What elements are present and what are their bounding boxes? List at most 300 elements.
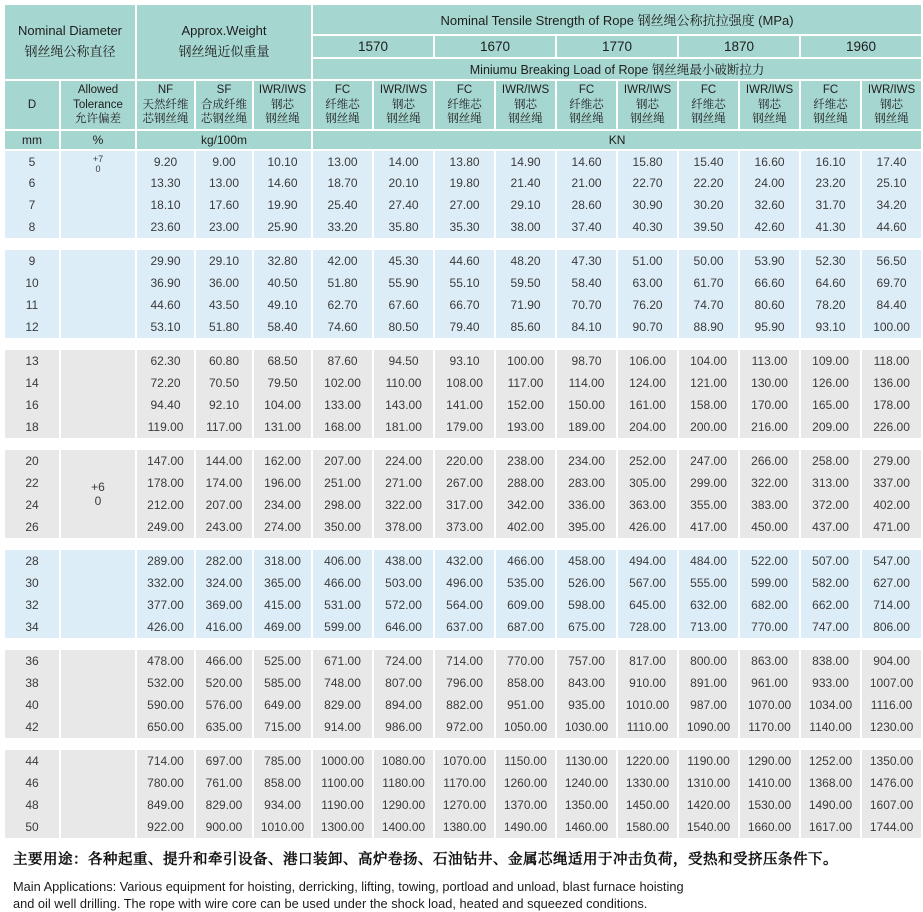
cell-breaking-load: 27.40	[373, 194, 434, 216]
cell-breaking-load: 63.00	[617, 272, 678, 294]
cell-breaking-load: 61.70	[678, 272, 739, 294]
cell-tolerance	[60, 550, 136, 638]
cell-breaking-load: 402.00	[495, 516, 556, 538]
unit-percent: %	[60, 130, 136, 150]
cell-breaking-load: 204.00	[617, 416, 678, 438]
strength-grade-1570: 1570	[312, 35, 434, 59]
cell-breaking-load: 1000.00	[312, 750, 373, 772]
cell-breaking-load: 109.00	[800, 350, 861, 372]
strength-grade-1960: 1960	[800, 35, 922, 59]
cell-breaking-load: 365.00	[253, 572, 312, 594]
cell-breaking-load: 609.00	[495, 594, 556, 616]
cell-breaking-load: 72.20	[136, 372, 195, 394]
cell-breaking-load: 415.00	[253, 594, 312, 616]
cell-breaking-load: 64.60	[800, 272, 861, 294]
cell-breaking-load: 49.10	[253, 294, 312, 316]
cell-breaking-load: 69.70	[861, 272, 922, 294]
cell-breaking-load: 426.00	[617, 516, 678, 538]
cell-breaking-load: 283.00	[556, 472, 617, 494]
cell-breaking-load: 141.00	[434, 394, 495, 416]
cell-breaking-load: 243.00	[195, 516, 253, 538]
cell-diameter: 32	[4, 594, 60, 616]
cell-breaking-load: 1230.00	[861, 716, 922, 738]
cell-breaking-load: 1744.00	[861, 816, 922, 838]
header-nominal-diameter-en: Nominal Diameter	[17, 23, 123, 39]
cell-breaking-load: 650.00	[136, 716, 195, 738]
cell-breaking-load: 9.00	[195, 150, 253, 172]
cell-breaking-load: 68.50	[253, 350, 312, 372]
cell-breaking-load: 564.00	[434, 594, 495, 616]
cell-breaking-load: 402.00	[861, 494, 922, 516]
cell-breaking-load: 110.00	[373, 372, 434, 394]
cell-breaking-load: 714.00	[136, 750, 195, 772]
cell-diameter: 36	[4, 650, 60, 672]
cell-breaking-load: 675.00	[556, 616, 617, 638]
cell-breaking-load: 590.00	[136, 694, 195, 716]
cell-tolerance	[60, 750, 136, 838]
cell-breaking-load: 87.60	[312, 350, 373, 372]
cell-breaking-load: 1100.00	[312, 772, 373, 794]
table-row-d48	[4, 794, 922, 816]
cell-breaking-load: 21.40	[495, 172, 556, 194]
cell-breaking-load: 369.00	[195, 594, 253, 616]
table-row-d22	[4, 472, 922, 494]
cell-breaking-load: 267.00	[434, 472, 495, 494]
table-row-d44	[4, 750, 922, 772]
cell-breaking-load: 484.00	[678, 550, 739, 572]
cell-breaking-load: 322.00	[373, 494, 434, 516]
cell-diameter: 42	[4, 716, 60, 738]
cell-breaking-load: 697.00	[195, 750, 253, 772]
cell-breaking-load: 961.00	[739, 672, 800, 694]
cell-breaking-load: 904.00	[861, 650, 922, 672]
cell-breaking-load: 60.80	[195, 350, 253, 372]
cell-diameter: 48	[4, 794, 60, 816]
cell-breaking-load: 806.00	[861, 616, 922, 638]
cell-breaking-load: 274.00	[253, 516, 312, 538]
cell-breaking-load: 714.00	[434, 650, 495, 672]
cell-breaking-load: 35.30	[434, 216, 495, 238]
cell-breaking-load: 27.00	[434, 194, 495, 216]
group-separator	[4, 538, 922, 550]
cell-breaking-load: 298.00	[312, 494, 373, 516]
group-separator	[4, 338, 922, 350]
cell-breaking-load: 900.00	[195, 816, 253, 838]
cell-breaking-load: 1490.00	[495, 816, 556, 838]
header-nf-line2: 天然纤维	[142, 98, 189, 111]
cell-breaking-load: 406.00	[312, 550, 373, 572]
cell-breaking-load: 271.00	[373, 472, 434, 494]
cell-breaking-load: 910.00	[617, 672, 678, 694]
header-sf-core	[195, 80, 253, 130]
cell-breaking-load: 94.50	[373, 350, 434, 372]
cell-breaking-load: 113.00	[739, 350, 800, 372]
header-tolerance	[60, 80, 136, 130]
cell-breaking-load: 1110.00	[617, 716, 678, 738]
cell-diameter: 20	[4, 450, 60, 472]
cell-diameter: 38	[4, 672, 60, 694]
cell-breaking-load: 935.00	[556, 694, 617, 716]
cell-breaking-load: 1290.00	[739, 750, 800, 772]
cell-breaking-load: 23.00	[195, 216, 253, 238]
cell-breaking-load: 986.00	[373, 716, 434, 738]
cell-breaking-load: 322.00	[739, 472, 800, 494]
cell-breaking-load: 894.00	[373, 694, 434, 716]
cell-breaking-load: 76.20	[617, 294, 678, 316]
cell-breaking-load: 98.70	[556, 350, 617, 372]
cell-breaking-load: 761.00	[195, 772, 253, 794]
table-row-d26	[4, 516, 922, 538]
cell-breaking-load: 71.90	[495, 294, 556, 316]
header-nf-line1: NF	[157, 83, 174, 96]
cell-breaking-load: 332.00	[136, 572, 195, 594]
cell-breaking-load: 599.00	[312, 616, 373, 638]
cell-breaking-load: 30.20	[678, 194, 739, 216]
cell-breaking-load: 849.00	[136, 794, 195, 816]
cell-breaking-load: 987.00	[678, 694, 739, 716]
cell-breaking-load: 1170.00	[434, 772, 495, 794]
cell-breaking-load: 1116.00	[861, 694, 922, 716]
cell-breaking-load: 1330.00	[617, 772, 678, 794]
cell-breaking-load: 1540.00	[678, 816, 739, 838]
cell-breaking-load: 1010.00	[617, 694, 678, 716]
cell-breaking-load: 785.00	[253, 750, 312, 772]
cell-breaking-load: 503.00	[373, 572, 434, 594]
cell-diameter: 16	[4, 394, 60, 416]
cell-breaking-load: 238.00	[495, 450, 556, 472]
cell-breaking-load: 174.00	[195, 472, 253, 494]
header-fc-core: FC 纤维芯 钢丝绳	[678, 80, 739, 130]
cell-breaking-load: 51.80	[312, 272, 373, 294]
cell-breaking-load: 42.00	[312, 250, 373, 272]
cell-diameter: 46	[4, 772, 60, 794]
cell-breaking-load: 715.00	[253, 716, 312, 738]
cell-breaking-load: 102.00	[312, 372, 373, 394]
cell-breaking-load: 299.00	[678, 472, 739, 494]
cell-breaking-load: 748.00	[312, 672, 373, 694]
cell-breaking-load: 247.00	[678, 450, 739, 472]
cell-breaking-load: 15.80	[617, 150, 678, 172]
cell-breaking-load: 438.00	[373, 550, 434, 572]
cell-breaking-load: 212.00	[136, 494, 195, 516]
cell-breaking-load: 40.50	[253, 272, 312, 294]
cell-breaking-load: 181.00	[373, 416, 434, 438]
cell-breaking-load: 671.00	[312, 650, 373, 672]
cell-breaking-load: 31.70	[800, 194, 861, 216]
cell-breaking-load: 104.00	[253, 394, 312, 416]
cell-breaking-load: 662.00	[800, 594, 861, 616]
cell-breaking-load: 62.30	[136, 350, 195, 372]
cell-breaking-load: 32.60	[739, 194, 800, 216]
cell-breaking-load: 372.00	[800, 494, 861, 516]
cell-breaking-load: 44.60	[136, 294, 195, 316]
cell-breaking-load: 220.00	[434, 450, 495, 472]
cell-breaking-load: 70.70	[556, 294, 617, 316]
header-breaking-load: Miniumu Breaking Load of Rope 钢丝绳最小破断拉力	[312, 58, 922, 80]
cell-breaking-load: 66.60	[739, 272, 800, 294]
cell-breaking-load: 19.90	[253, 194, 312, 216]
cell-breaking-load: 1190.00	[678, 750, 739, 772]
tolerance-value: +6 0	[91, 479, 105, 508]
cell-breaking-load: 933.00	[800, 672, 861, 694]
cell-breaking-load: 216.00	[739, 416, 800, 438]
cell-breaking-load: 728.00	[617, 616, 678, 638]
cell-breaking-load: 555.00	[678, 572, 739, 594]
cell-breaking-load: 266.00	[739, 450, 800, 472]
main-applications-en-line1: Main Applications: Various equipment for hoisting, derricking, lifting, towing, portload and unload, blast furnace hoisting	[13, 879, 684, 894]
cell-breaking-load: 67.60	[373, 294, 434, 316]
cell-breaking-load: 22.70	[617, 172, 678, 194]
cell-breaking-load: 972.00	[434, 716, 495, 738]
cell-breaking-load: 567.00	[617, 572, 678, 594]
cell-breaking-load: 119.00	[136, 416, 195, 438]
table-row-d30	[4, 572, 922, 594]
cell-breaking-load: 1350.00	[556, 794, 617, 816]
cell-diameter: 44	[4, 750, 60, 772]
cell-breaking-load: 526.00	[556, 572, 617, 594]
cell-breaking-load: 829.00	[195, 794, 253, 816]
cell-breaking-load: 1252.00	[800, 750, 861, 772]
cell-breaking-load: 19.80	[434, 172, 495, 194]
cell-breaking-load: 288.00	[495, 472, 556, 494]
table-row-d20	[4, 450, 922, 472]
cell-diameter: 8	[4, 216, 60, 238]
table-row-d18	[4, 416, 922, 438]
cell-breaking-load: 85.60	[495, 316, 556, 338]
cell-breaking-load: 121.00	[678, 372, 739, 394]
cell-breaking-load: 25.90	[253, 216, 312, 238]
table-row-d8	[4, 216, 922, 238]
group-separator	[4, 238, 922, 250]
cell-breaking-load: 88.90	[678, 316, 739, 338]
cell-breaking-load: 74.70	[678, 294, 739, 316]
footer	[3, 838, 919, 912]
cell-breaking-load: 94.40	[136, 394, 195, 416]
rope-spec-table	[3, 3, 923, 838]
cell-diameter: 7	[4, 194, 60, 216]
cell-breaking-load: 471.00	[861, 516, 922, 538]
cell-diameter: 28	[4, 550, 60, 572]
cell-diameter: 50	[4, 816, 60, 838]
cell-breaking-load: 29.10	[495, 194, 556, 216]
cell-diameter: 9	[4, 250, 60, 272]
cell-diameter: 11	[4, 294, 60, 316]
header-sf-line3: 芯钢丝绳	[201, 113, 248, 126]
cell-breaking-load: 1580.00	[617, 816, 678, 838]
group-separator	[4, 738, 922, 750]
cell-breaking-load: 1410.00	[739, 772, 800, 794]
cell-breaking-load: 1220.00	[617, 750, 678, 772]
cell-breaking-load: 1300.00	[312, 816, 373, 838]
cell-breaking-load: 42.60	[739, 216, 800, 238]
cell-breaking-load: 17.60	[195, 194, 253, 216]
cell-breaking-load: 14.60	[556, 150, 617, 172]
cell-breaking-load: 1090.00	[678, 716, 739, 738]
cell-breaking-load: 458.00	[556, 550, 617, 572]
table-row-d12	[4, 316, 922, 338]
strength-grade-1870: 1870	[678, 35, 800, 59]
header-nominal-diameter	[4, 4, 136, 80]
cell-breaking-load: 55.90	[373, 272, 434, 294]
cell-breaking-load: 1400.00	[373, 816, 434, 838]
cell-breaking-load: 117.00	[195, 416, 253, 438]
cell-breaking-load: 95.90	[739, 316, 800, 338]
cell-breaking-load: 520.00	[195, 672, 253, 694]
cell-breaking-load: 547.00	[861, 550, 922, 572]
cell-breaking-load: 133.00	[312, 394, 373, 416]
cell-breaking-load: 52.30	[800, 250, 861, 272]
cell-breaking-load: 377.00	[136, 594, 195, 616]
cell-breaking-load: 891.00	[678, 672, 739, 694]
cell-breaking-load: 747.00	[800, 616, 861, 638]
cell-breaking-load: 117.00	[495, 372, 556, 394]
cell-tolerance	[60, 650, 136, 738]
cell-breaking-load: 494.00	[617, 550, 678, 572]
main-applications-zh: 主要用途：各种起重、提升和牵引设备、港口装卸、高炉卷扬、石油钻井、金属芯绳适用于冲击负荷，受热和受挤压条件下。	[13, 852, 838, 868]
cell-diameter: 34	[4, 616, 60, 638]
cell-breaking-load: 131.00	[253, 416, 312, 438]
cell-breaking-load: 66.70	[434, 294, 495, 316]
header-iwr-line2: 钢芯	[271, 98, 295, 111]
cell-breaking-load: 1070.00	[739, 694, 800, 716]
cell-breaking-load: 598.00	[556, 594, 617, 616]
header-tolerance-line2: Tolerance	[73, 98, 123, 111]
cell-breaking-load: 635.00	[195, 716, 253, 738]
cell-breaking-load: 24.00	[739, 172, 800, 194]
cell-breaking-load: 305.00	[617, 472, 678, 494]
cell-breaking-load: 150.00	[556, 394, 617, 416]
cell-breaking-load: 858.00	[253, 772, 312, 794]
cell-breaking-load: 118.00	[861, 350, 922, 372]
cell-diameter: 10	[4, 272, 60, 294]
cell-breaking-load: 770.00	[739, 616, 800, 638]
table-row-d13	[4, 350, 922, 372]
cell-breaking-load: 200.00	[678, 416, 739, 438]
cell-breaking-load: 147.00	[136, 450, 195, 472]
cell-breaking-load: 1450.00	[617, 794, 678, 816]
cell-breaking-load: 525.00	[253, 650, 312, 672]
cell-breaking-load: 56.50	[861, 250, 922, 272]
header-iwr-core-weight	[253, 80, 312, 130]
header-iwr-core: IWR/IWS 钢芯 钢丝绳	[739, 80, 800, 130]
header-fc-core: FC 纤维芯 钢丝绳	[434, 80, 495, 130]
cell-breaking-load: 582.00	[800, 572, 861, 594]
cell-breaking-load: 687.00	[495, 616, 556, 638]
cell-breaking-load: 336.00	[556, 494, 617, 516]
header-tensile-strength: Nominal Tensile Strength of Rope 钢丝绳公称抗拉强度 (MPa)	[312, 4, 922, 35]
cell-breaking-load: 37.40	[556, 216, 617, 238]
cell-breaking-load: 1030.00	[556, 716, 617, 738]
cell-tolerance	[60, 450, 136, 538]
cell-diameter: 30	[4, 572, 60, 594]
cell-breaking-load: 93.10	[434, 350, 495, 372]
cell-breaking-load: 114.00	[556, 372, 617, 394]
header-nominal-diameter-zh: 钢丝绳公称直径	[24, 44, 116, 59]
cell-breaking-load: 1617.00	[800, 816, 861, 838]
cell-breaking-load: 207.00	[312, 450, 373, 472]
cell-breaking-load: 224.00	[373, 450, 434, 472]
cell-breaking-load: 770.00	[495, 650, 556, 672]
cell-breaking-load: 378.00	[373, 516, 434, 538]
cell-breaking-load: 13.00	[312, 150, 373, 172]
cell-breaking-load: 585.00	[253, 672, 312, 694]
cell-breaking-load: 9.20	[136, 150, 195, 172]
cell-breaking-load: 23.60	[136, 216, 195, 238]
cell-breaking-load: 79.50	[253, 372, 312, 394]
cell-breaking-load: 373.00	[434, 516, 495, 538]
header-iwr-core: IWR/IWS 钢芯 钢丝绳	[373, 80, 434, 130]
cell-breaking-load: 632.00	[678, 594, 739, 616]
cell-breaking-load: 62.70	[312, 294, 373, 316]
cell-breaking-load: 466.00	[312, 572, 373, 594]
table-row-d9	[4, 250, 922, 272]
cell-breaking-load: 951.00	[495, 694, 556, 716]
cell-breaking-load: 162.00	[253, 450, 312, 472]
cell-breaking-load: 1270.00	[434, 794, 495, 816]
cell-tolerance	[60, 350, 136, 438]
cell-breaking-load: 318.00	[253, 550, 312, 572]
cell-diameter: 26	[4, 516, 60, 538]
cell-breaking-load: 55.10	[434, 272, 495, 294]
cell-breaking-load: 532.00	[136, 672, 195, 694]
cell-breaking-load: 20.10	[373, 172, 434, 194]
cell-breaking-load: 53.90	[739, 250, 800, 272]
cell-breaking-load: 21.00	[556, 172, 617, 194]
cell-breaking-load: 84.40	[861, 294, 922, 316]
cell-breaking-load: 882.00	[434, 694, 495, 716]
cell-breaking-load: 158.00	[678, 394, 739, 416]
cell-breaking-load: 41.30	[800, 216, 861, 238]
table-row-d5	[4, 150, 922, 172]
cell-breaking-load: 33.20	[312, 216, 373, 238]
cell-breaking-load: 14.90	[495, 150, 556, 172]
cell-breaking-load: 16.60	[739, 150, 800, 172]
table-row-d40	[4, 694, 922, 716]
group-separator	[4, 638, 922, 650]
cell-breaking-load: 165.00	[800, 394, 861, 416]
cell-breaking-load: 93.10	[800, 316, 861, 338]
cell-breaking-load: 838.00	[800, 650, 861, 672]
cell-breaking-load: 416.00	[195, 616, 253, 638]
cell-breaking-load: 496.00	[434, 572, 495, 594]
cell-breaking-load: 645.00	[617, 594, 678, 616]
table-header	[4, 4, 922, 150]
header-approx-weight-en: Approx.Weight	[181, 23, 267, 39]
cell-breaking-load: 1010.00	[253, 816, 312, 838]
cell-breaking-load: 649.00	[253, 694, 312, 716]
cell-breaking-load: 531.00	[312, 594, 373, 616]
cell-breaking-load: 363.00	[617, 494, 678, 516]
cell-breaking-load: 13.30	[136, 172, 195, 194]
cell-breaking-load: 800.00	[678, 650, 739, 672]
cell-breaking-load: 16.10	[800, 150, 861, 172]
table-row-d14	[4, 372, 922, 394]
cell-breaking-load: 383.00	[739, 494, 800, 516]
cell-breaking-load: 1370.00	[495, 794, 556, 816]
cell-breaking-load: 53.10	[136, 316, 195, 338]
header-sf-line1: SF	[216, 83, 232, 96]
cell-breaking-load: 1310.00	[678, 772, 739, 794]
cell-breaking-load: 51.00	[617, 250, 678, 272]
cell-breaking-load: 48.20	[495, 250, 556, 272]
units-row	[4, 130, 922, 150]
cell-breaking-load: 535.00	[495, 572, 556, 594]
cell-breaking-load: 80.60	[739, 294, 800, 316]
cell-breaking-load: 15.40	[678, 150, 739, 172]
cell-breaking-load: 84.10	[556, 316, 617, 338]
cell-breaking-load: 1420.00	[678, 794, 739, 816]
table-row-d24	[4, 494, 922, 516]
